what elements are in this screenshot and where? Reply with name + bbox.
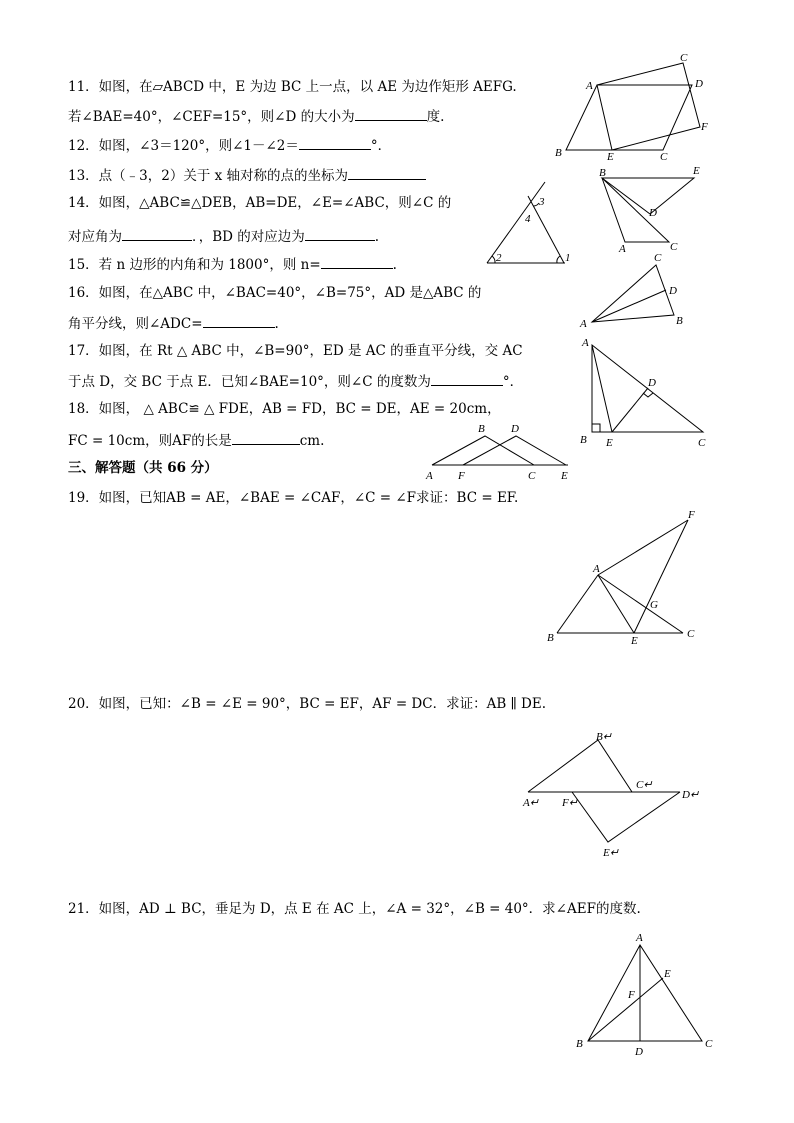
q18-line1: 18．如图， △ ABC≌ △ FDE，AB = FD，BC = DE，AE = 20cm， [68,401,501,417]
fig21-label-a: A [636,932,643,944]
q19-line: 19．如图，已知AB = AE，∠BAE = ∠CAF，∠C = ∠F求证：BC = EF. [68,490,519,506]
q16-line2: 角平分线，则∠ADC= . [68,313,279,333]
fig16-label-c: C [654,252,662,264]
fig18-label-a: A [426,470,433,482]
q16-line1: 16．如图，在△ABC 中，∠BAC=40°，∠B=75°，AD 是△ABC 的 [68,285,482,301]
fig18-label-c: C [528,470,536,482]
fig11-label-d: D [695,78,703,90]
q15-line: 15．若 n 边形的内角和为 1800°，则 n= . [68,254,397,274]
q20-line: 20．如图，已知：∠B = ∠E = 90°，BC = EF，AF = DC．求证：AB ∥ DE. [68,696,547,712]
fig18-label-b: B [478,423,485,435]
fig11-label-b: B [555,147,562,159]
fig16-label-a: A [580,318,587,330]
fig16-label-b: B [676,315,683,327]
fig21-label-b: B [576,1038,583,1050]
fig21-label-f: F [628,989,635,1001]
fig12-label-1: 1 [565,252,571,264]
fig19-label-a: A [593,563,600,575]
fig20-label-f: F↵ [562,797,578,809]
fig14-label-e: E [693,165,700,177]
q11-line1: 11．如图，在▱ABCD 中，E 为边 BC 上一点，以 AE 为边作矩形 AEFG. [68,79,517,95]
fig11-label-c: C [660,151,668,163]
fig12-label-4: 4 [525,213,531,225]
fig14-label-d: D [649,207,657,219]
fig19-label-e: E [631,635,638,647]
fig14-label-c: C [670,241,678,253]
fig19-label-b: B [547,632,554,644]
fig17-label-b: B [580,434,587,446]
fig19-label-c: C [687,628,695,640]
section-heading: 三、解答题（共 66 分） [68,460,218,476]
fig17-label-c: C [698,437,706,449]
fig21-label-d: D [635,1046,643,1058]
fig18-label-f: F [458,470,465,482]
fig11-label-e: E [607,151,614,163]
q17-line1: 17．如图，在 Rt △ ABC 中，∠B=90°，ED 是 AC 的垂直平分线，交 AC [68,343,523,359]
fig21-be [588,978,663,1041]
fig11-label-f: F [701,121,708,133]
fig21-label-c: C [705,1038,713,1050]
q21-line: 21．如图，AD ⊥ BC，垂足为 D，点 E 在 AC 上，∠A = 32°，∠B = 40°．求∠AEF的度数. [68,901,641,917]
q14-line1: 14．如图，△ABC≌△DEB，AB=DE，∠E=∠ABC，则∠C 的 [68,195,452,211]
fig17-label-d: D [648,377,656,389]
q11-line2: 若∠BAE=40°，∠CEF=15°，则∠D 的大小为 度. [68,106,444,126]
fig20-label-e: E↵ [603,847,619,859]
fig14-label-a: A [619,243,626,255]
fig20-label-b: B↵ [596,731,612,743]
fig17-label-e: E [606,437,613,449]
fig17-label-a: A [582,337,589,349]
fig18-label-e: E [561,470,568,482]
q13-line: 13．点（﹣3，2）关于 x 轴对称的点的坐标为 [68,165,426,185]
fig19-label-g: G [650,599,658,611]
fig11-label-g: C [680,52,688,64]
fig20-label-c: C↵ [636,779,653,791]
fig12-label-3: 3 [539,196,545,208]
fig20-label-a: A↵ [523,797,539,809]
q18-line2: FC = 10cm，则AF的长是 cm. [68,430,324,450]
fig19-label-f: F [688,509,695,521]
fig20-label-d: D↵ [682,789,700,801]
fig18-label-d: D [511,423,519,435]
q14-line2: 对应角为 ．，BD 的对应边为 . [68,226,379,246]
fig11-label-a: A [586,80,593,92]
fig16-label-d: D [669,285,677,297]
fig14-label-b: B [599,167,606,179]
q12-line: 12．如图，∠3＝120°，则∠1－∠2＝ °． [68,135,391,155]
fig21-label-e: E [664,968,671,980]
fig12-label-2: 2 [496,252,502,264]
q17-line2: 于点 D，交 BC 于点 E．已知∠BAE=10°，则∠C 的度数为 °． [68,371,523,391]
